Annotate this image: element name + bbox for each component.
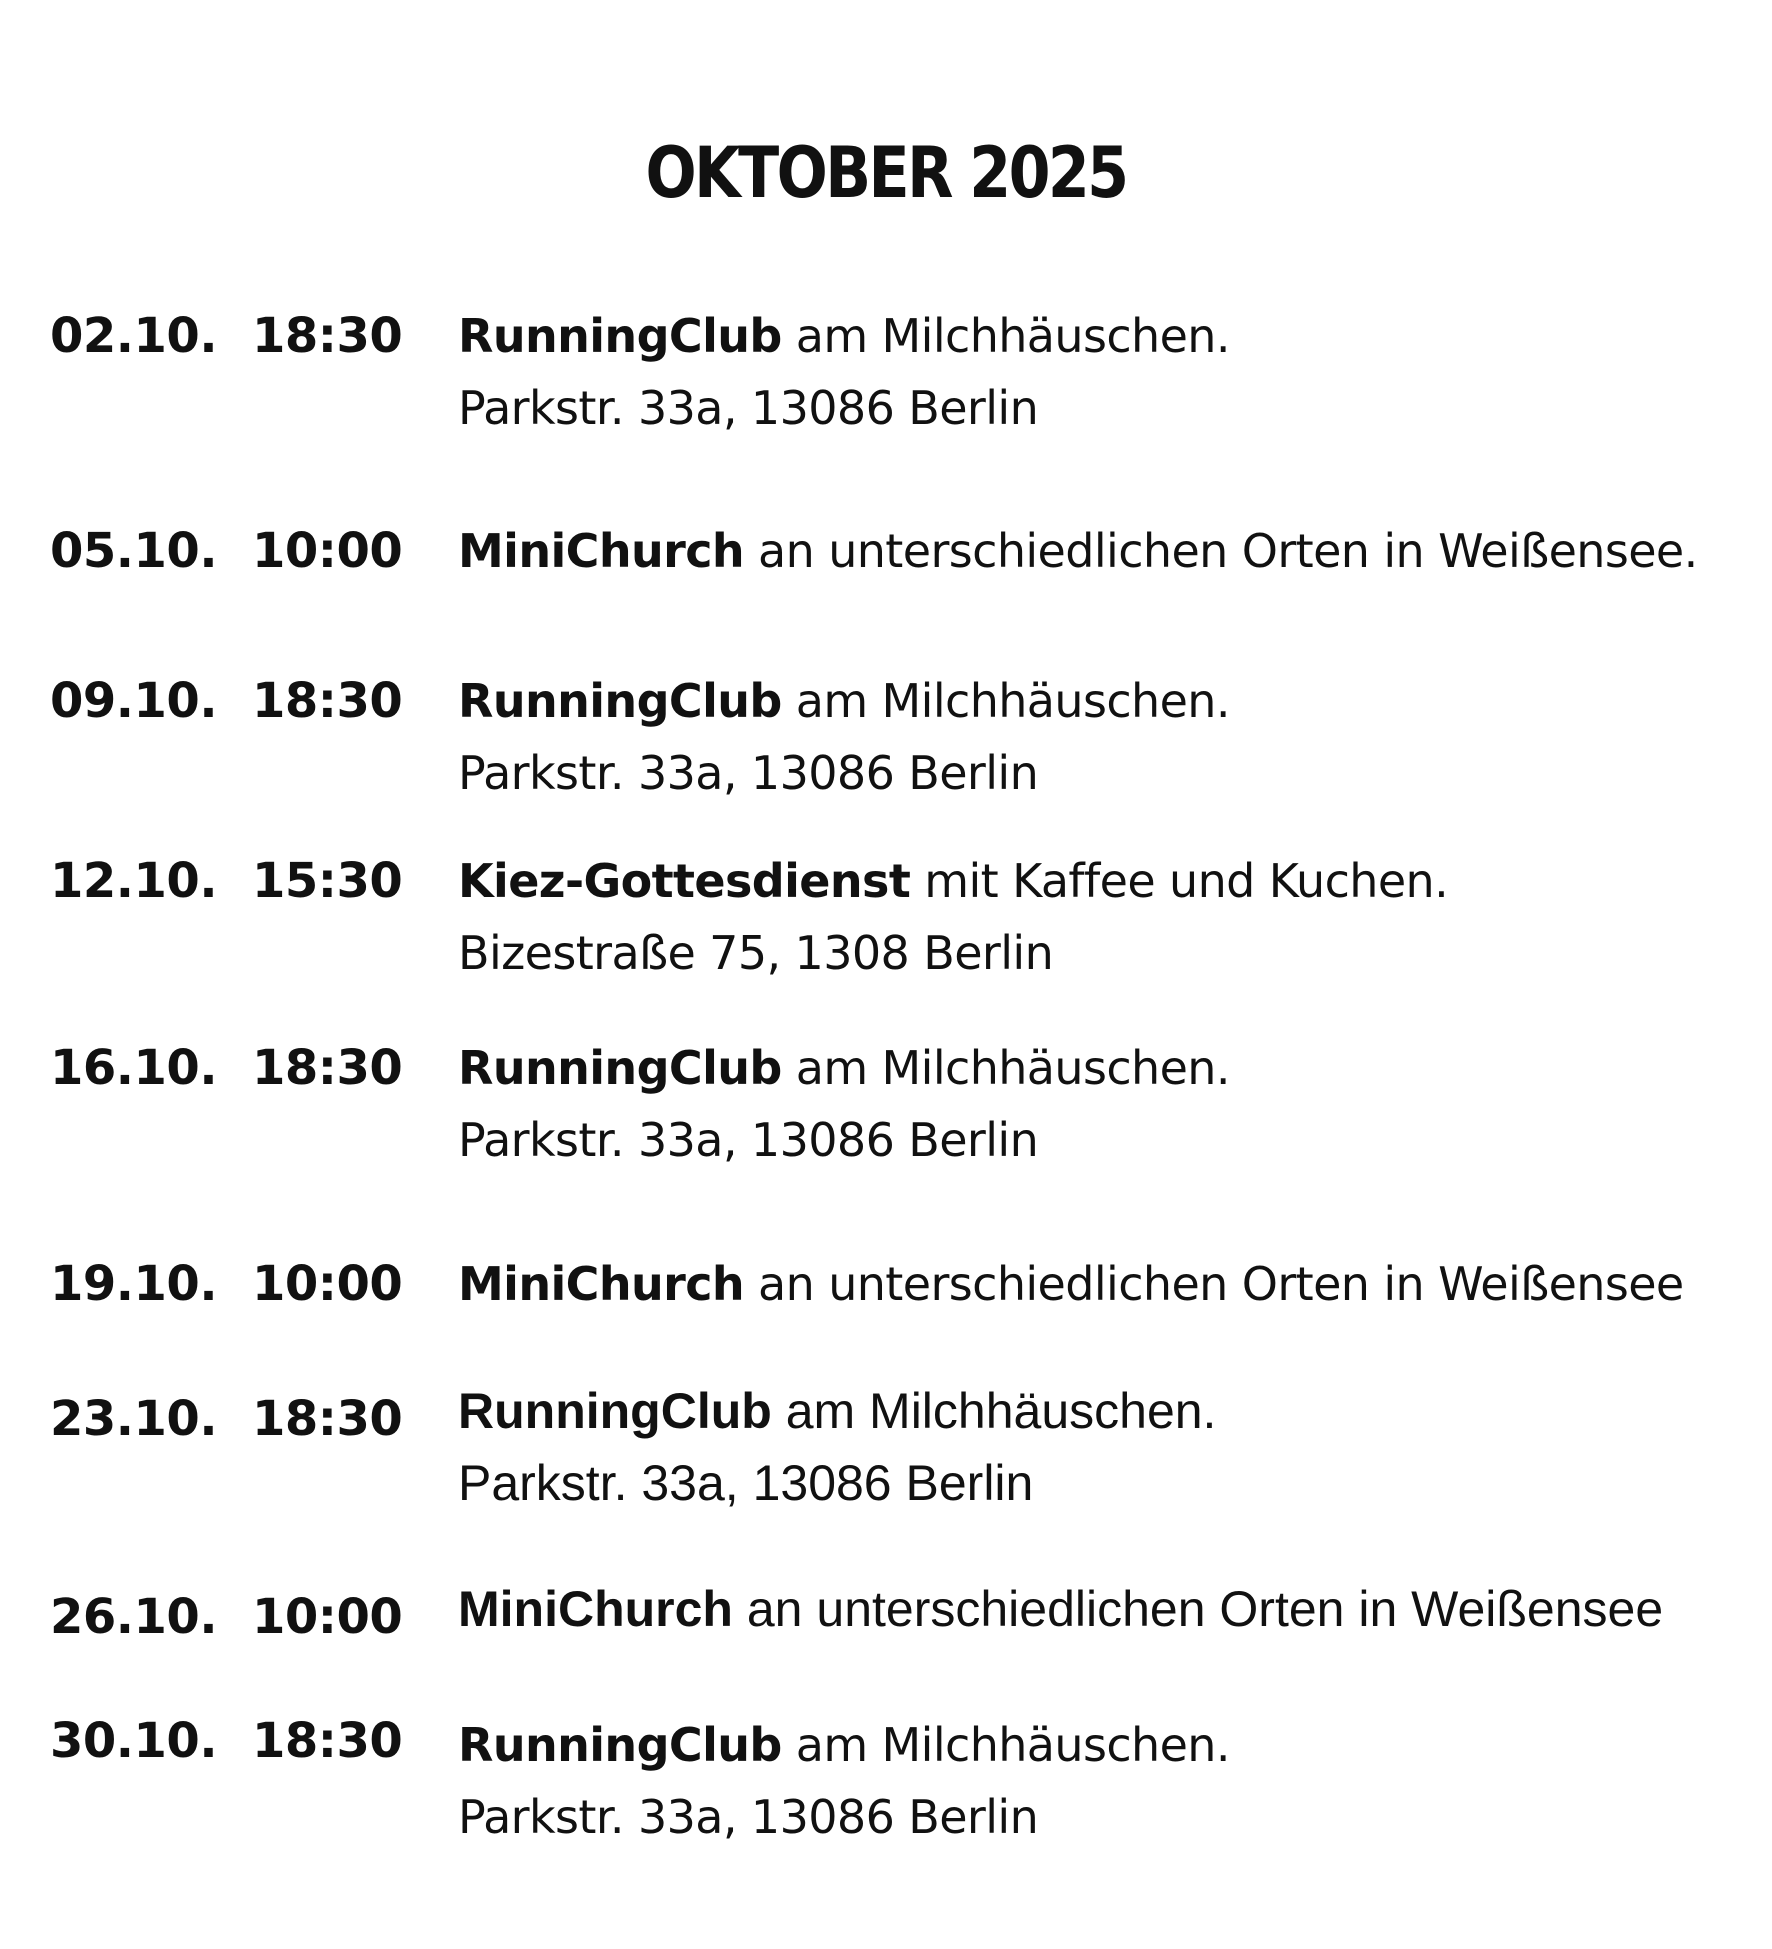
event-description bbox=[458, 845, 1448, 989]
event-row bbox=[0, 665, 1772, 815]
event-name: RunningClub bbox=[458, 309, 782, 363]
event-date: 30.10. bbox=[50, 1713, 218, 1769]
event-address: Parkstr. 33a, 13086 Berlin bbox=[458, 1455, 1034, 1511]
event-title-line bbox=[458, 1032, 1230, 1104]
event-date: 26.10. bbox=[50, 1589, 218, 1645]
event-date: 12.10. bbox=[50, 853, 218, 909]
event-date: 16.10. bbox=[50, 1040, 218, 1096]
event-row bbox=[0, 1705, 1772, 1855]
event-row bbox=[0, 515, 1772, 665]
event-description bbox=[458, 300, 1230, 444]
event-date: 19.10. bbox=[50, 1256, 218, 1312]
event-date: 02.10. bbox=[50, 308, 218, 364]
event-title-line bbox=[458, 1709, 1230, 1781]
event-title-line bbox=[458, 665, 1230, 737]
event-name: RunningClub bbox=[458, 1718, 782, 1772]
event-address: Parkstr. 33a, 13086 Berlin bbox=[458, 1790, 1039, 1844]
event-name: MiniChurch bbox=[458, 1257, 745, 1311]
event-title-line bbox=[458, 1375, 1216, 1447]
event-title-line bbox=[458, 515, 1698, 587]
event-time: 10:00 bbox=[252, 1589, 403, 1645]
event-address: Parkstr. 33a, 13086 Berlin bbox=[458, 1113, 1039, 1167]
event-text: an unterschiedlichen Orten in Weißensee. bbox=[744, 524, 1698, 578]
event-row bbox=[0, 300, 1772, 450]
event-description bbox=[458, 515, 1698, 587]
event-name: RunningClub bbox=[458, 674, 782, 728]
event-text: am Milchhäuschen. bbox=[781, 1718, 1230, 1772]
event-description bbox=[458, 665, 1230, 809]
event-row bbox=[0, 1375, 1772, 1525]
event-description bbox=[458, 1709, 1230, 1853]
event-name: Kiez-Gottesdienst bbox=[458, 854, 911, 908]
event-description bbox=[458, 1573, 1663, 1645]
event-time: 18:30 bbox=[252, 1040, 403, 1096]
event-text: an unterschiedlichen Orten in Weißensee bbox=[732, 1581, 1664, 1637]
event-text: an unterschiedlichen Orten in Weißensee bbox=[744, 1257, 1684, 1311]
event-time: 15:30 bbox=[252, 853, 403, 909]
event-address: Parkstr. 33a, 13086 Berlin bbox=[458, 381, 1039, 435]
event-text: am Milchhäuschen. bbox=[781, 309, 1230, 363]
event-row bbox=[0, 845, 1772, 995]
event-address: Parkstr. 33a, 13086 Berlin bbox=[458, 746, 1039, 800]
event-title-line bbox=[458, 1248, 1684, 1320]
page-title: OKTOBER 2025 bbox=[645, 132, 1127, 214]
event-text: am Milchhäuschen. bbox=[781, 674, 1230, 728]
event-time: 18:30 bbox=[252, 1713, 403, 1769]
event-time: 18:30 bbox=[252, 1391, 403, 1447]
event-time: 10:00 bbox=[252, 523, 403, 579]
event-address: Bizestraße 75, 1308 Berlin bbox=[458, 926, 1054, 980]
event-description bbox=[458, 1375, 1216, 1519]
event-name: MiniChurch bbox=[458, 524, 745, 578]
event-time: 18:30 bbox=[252, 308, 403, 364]
event-title-line bbox=[458, 845, 1448, 917]
event-text: am Milchhäuschen. bbox=[771, 1383, 1217, 1439]
event-date: 09.10. bbox=[50, 673, 218, 729]
event-description bbox=[458, 1032, 1230, 1176]
event-text: mit Kaffee und Kuchen. bbox=[910, 854, 1449, 908]
event-row bbox=[0, 1032, 1772, 1182]
event-date: 05.10. bbox=[50, 523, 218, 579]
event-title-line bbox=[458, 1573, 1663, 1645]
event-name: RunningClub bbox=[458, 1041, 782, 1095]
event-time: 18:30 bbox=[252, 673, 403, 729]
event-name: MiniChurch bbox=[458, 1581, 733, 1637]
event-description bbox=[458, 1248, 1684, 1320]
event-title-line bbox=[458, 300, 1230, 372]
event-date: 23.10. bbox=[50, 1391, 218, 1447]
event-time: 10:00 bbox=[252, 1256, 403, 1312]
event-text: am Milchhäuschen. bbox=[781, 1041, 1230, 1095]
event-row bbox=[0, 1573, 1772, 1723]
event-name: RunningClub bbox=[458, 1383, 772, 1439]
